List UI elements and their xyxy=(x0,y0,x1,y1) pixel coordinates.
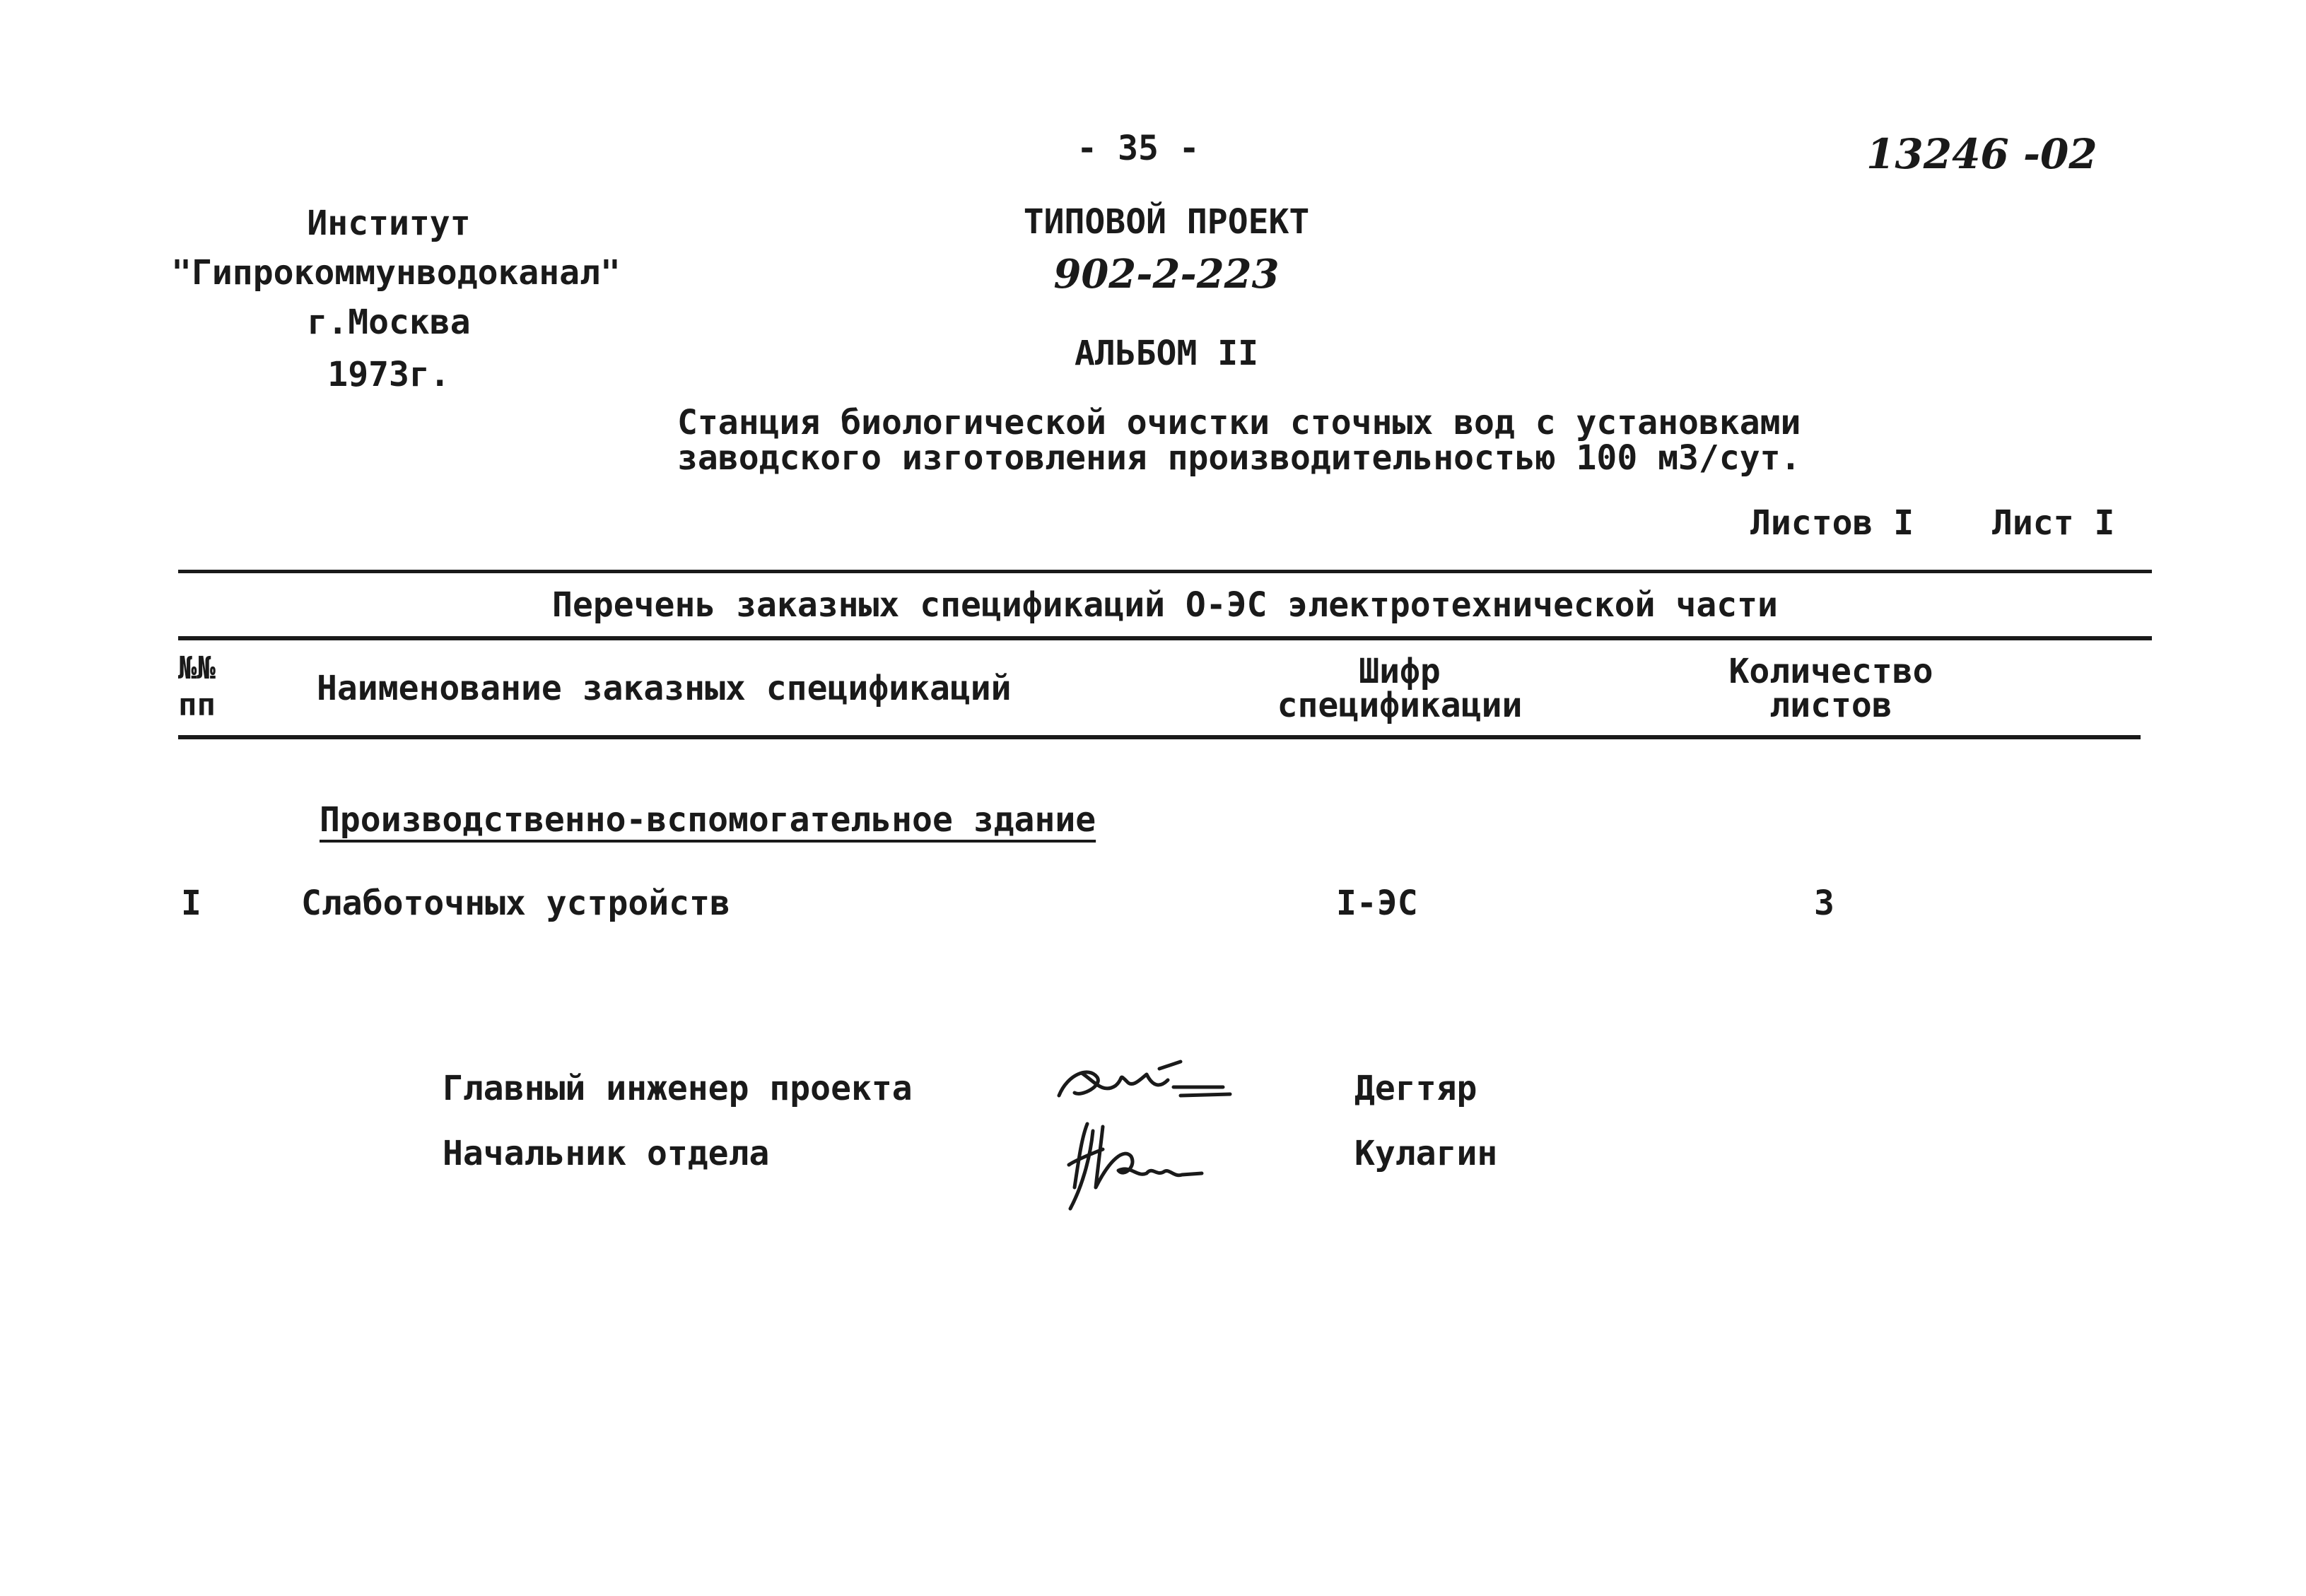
page-number: - 35 - xyxy=(1077,129,1200,168)
section-title: Производственно-вспомогательное здание xyxy=(320,800,1096,840)
sheets-total: Листов I xyxy=(1750,503,1914,543)
department-head-name: Кулагин xyxy=(1354,1134,1498,1173)
caption-rule xyxy=(178,636,2152,640)
institute-label: Институт xyxy=(307,204,471,243)
row-name: Слаботочных устройств xyxy=(301,884,730,923)
department-head-role: Начальник отдела xyxy=(443,1134,770,1173)
column-number-line1: №№ xyxy=(178,650,216,686)
row-sheets: 3 xyxy=(1814,884,1834,923)
column-number-line2: пп xyxy=(178,687,216,723)
project-title-line1: Станция биологической очистки сточных вод с установками xyxy=(677,403,1801,442)
header-bottom-rule xyxy=(178,735,2141,739)
archive-number: 13246 -02 xyxy=(1866,130,2097,178)
row-code: I-ЭС xyxy=(1336,884,1418,923)
column-qty-header-line1: Количество xyxy=(1728,652,1933,691)
chief-engineer-signature xyxy=(1053,1053,1237,1117)
institute-city: г.Москва xyxy=(307,303,471,342)
chief-engineer-role: Главный инженер проекта xyxy=(443,1069,913,1108)
project-code: 902-2-223 xyxy=(1053,251,1280,298)
institute-year: 1973г. xyxy=(327,355,450,394)
row-number: I xyxy=(181,884,201,923)
project-title-line2: заводского изготовления производительностью 100 м3/сут. xyxy=(677,438,1801,478)
column-qty-header-line2: листов xyxy=(1769,686,1892,725)
column-name-header: Наименование заказных спецификаций xyxy=(317,669,1012,708)
sheet-number: Лист I xyxy=(1992,503,2115,543)
album-label: АЛЬБОМ II xyxy=(1074,334,1259,373)
column-code-header-line1: Шифр xyxy=(1359,652,1441,691)
table-caption: Перечень заказных спецификаций О-ЭС электротехнической части xyxy=(552,585,1778,625)
column-code-header-line2: спецификации xyxy=(1277,686,1523,725)
institute-name: "Гипрокоммунводоканал" xyxy=(171,253,621,293)
table-top-rule xyxy=(178,570,2152,573)
project-type: ТИПОВОЙ ПРОЕКТ xyxy=(1023,202,1310,242)
chief-engineer-name: Дегтяр xyxy=(1354,1069,1477,1108)
department-head-signature xyxy=(1053,1110,1216,1216)
